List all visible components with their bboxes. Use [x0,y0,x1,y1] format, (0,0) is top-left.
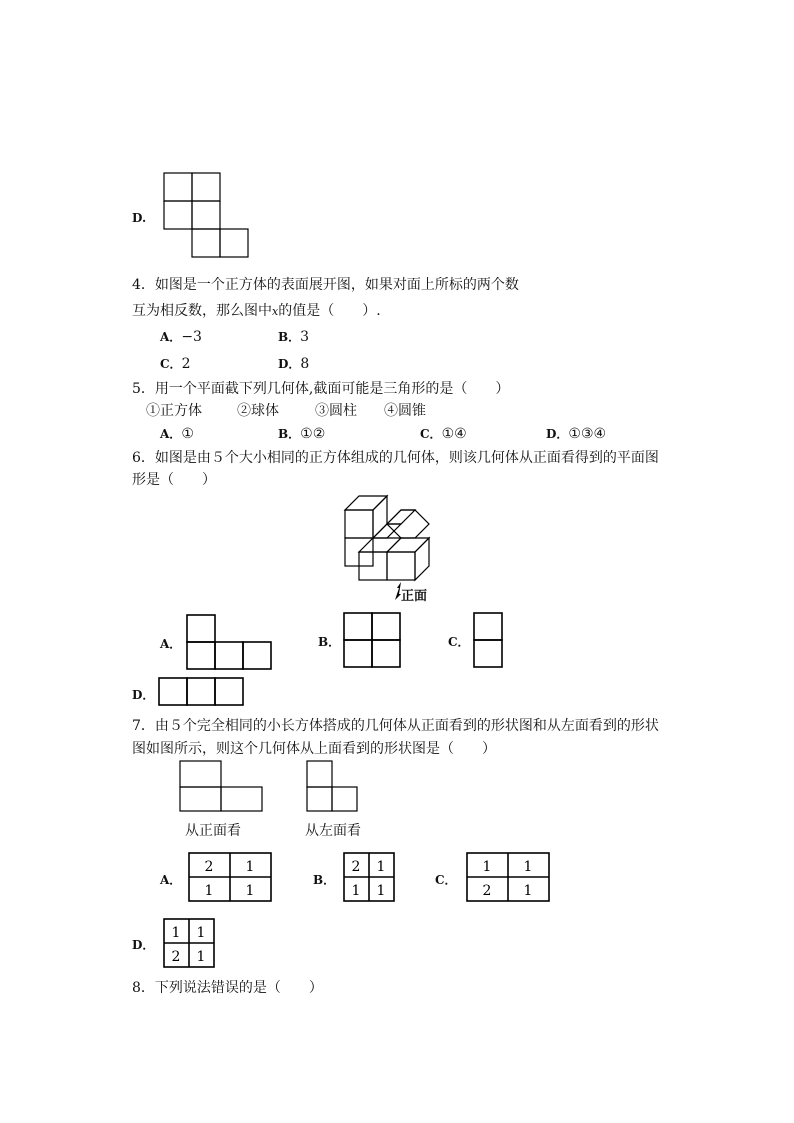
q6-option-b-label: B． [318,635,341,649]
q5-item-2: ②球体 [237,403,279,419]
q7-option-d-label: D． [132,938,155,952]
q8-stem: 8．下列说法错误的是（ ） [132,980,323,996]
q7-a-cell: 1 [245,883,255,899]
q5-option-c[interactable]: C．①④ [420,426,467,442]
q7-d-cell: 1 [196,925,206,941]
q6-option-d-figure[interactable] [158,677,248,709]
q7-option-d-grid[interactable] [163,918,217,970]
q7-a-cell: 2 [204,859,214,875]
q7-option-b-grid[interactable] [343,852,397,904]
q7-front-caption: 从正面看 [185,823,241,839]
q7-left-caption: 从左面看 [305,823,361,839]
q7-c-cell: 1 [482,859,492,875]
q7-option-c-grid[interactable] [466,852,552,904]
q7-c-cell: 2 [482,883,492,899]
q7-option-a-grid[interactable] [188,852,274,904]
q7-option-c-label: C． [435,873,457,887]
q4-variable-x: x [272,305,279,318]
q7-a-cell: 1 [245,859,255,875]
q7-d-cell: 2 [171,949,181,965]
q7-front-view-figure [179,760,267,815]
q5-item-3: ③圆柱 [315,403,357,419]
q5-item-4: ④圆锥 [384,403,426,419]
q5-option-a[interactable]: A．① [160,426,194,442]
q6-stem-line1: 6．如图是由５个大小相同的正方体组成的几何体，则该几何体从正面看得到的平面图 [132,450,659,466]
q5-option-b[interactable]: B．①② [278,426,326,442]
q7-b-cell: 1 [351,883,361,899]
q6-option-d-label: D． [132,688,155,702]
q4-stem-line1: 4．如图是一个正方体的表面展开图，如果对面上所标的两个数 [132,277,519,293]
q4-option-d[interactable]: D．8 [278,356,310,372]
q7-a-cell: 1 [204,883,214,899]
q7-option-a-label: A． [160,873,182,887]
q4-option-a[interactable]: A．−3 [160,329,202,345]
q6-option-a-label: A． [160,637,182,651]
q6-option-c-label: C． [448,635,470,649]
q7-b-cell: 1 [376,883,386,899]
q7-option-b-label: B． [313,873,336,887]
q4-option-b[interactable]: B．3 [278,329,310,345]
q6-option-a-figure[interactable] [186,614,276,674]
q3-option-d-net [155,168,255,263]
q6-option-b-figure[interactable] [343,612,405,672]
q7-d-cell: 1 [196,949,206,965]
q7-left-view-figure [306,760,362,815]
q7-stem-line2: 图如图所示，则这个几何体从上面看到的形状图是（ ） [132,741,496,757]
q7-c-cell: 1 [523,859,533,875]
q6-front-label: 正面 [401,589,428,604]
q7-d-cell: 1 [171,925,181,941]
q7-b-cell: 1 [376,859,386,875]
q6-cube-figure [335,490,445,610]
q4-option-c[interactable]: C．2 [160,356,191,372]
q5-stem: 5．用一个平面截下列几何体,截面可能是三角形的是（ ） [132,381,510,397]
q7-stem-line1: 7．由５个完全相同的小长方体搭成的几何体从正面看到的形状图和从左面看到的形状 [132,718,659,734]
q3-option-d-label: D. [132,211,147,225]
q4-stem-line2: 互为相反数，那么图中x的值是（ ）. [132,303,381,319]
q7-b-cell: 2 [351,859,361,875]
q6-option-c-figure[interactable] [473,612,507,672]
q7-c-cell: 1 [523,883,533,899]
q6-stem-line2: 形是（ ） [132,472,216,488]
q5-option-d[interactable]: D．①③④ [546,426,607,442]
q5-item-1: ①正方体 [146,403,202,419]
